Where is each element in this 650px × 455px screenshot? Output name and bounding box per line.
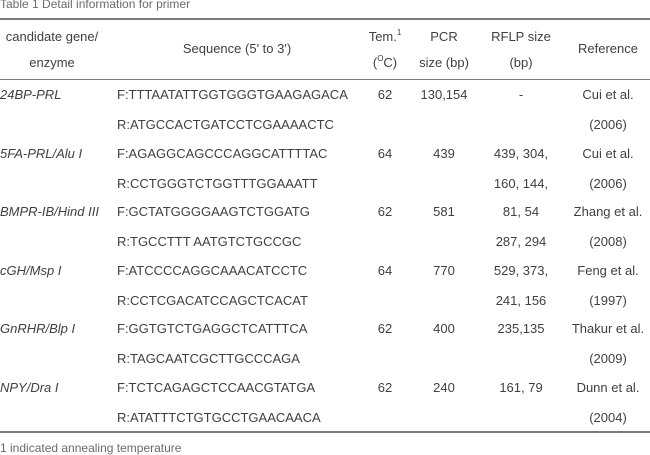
reference-line2: (2009) [589, 351, 627, 366]
top-rule [0, 18, 650, 20]
header-gene [0, 24, 104, 76]
header-sequence: Sequence (5' to 3') [182, 41, 292, 56]
pcr-size-cell: 581 [433, 204, 455, 219]
reverse-primer: R:TGCCTTT AATGTCTGCCGC [117, 234, 302, 249]
table-footnote: 1 indicated annealing temperature [0, 441, 182, 455]
reference-line2: (2004) [589, 409, 627, 425]
pcr-size-cell: 400 [433, 321, 455, 336]
header-pcr-line2: size (bp) [419, 55, 469, 70]
header-tem-text: Tem. [368, 29, 397, 44]
header-tem-open: ( [372, 55, 378, 70]
tem-cell: 62 [377, 87, 393, 102]
header-rule [0, 79, 650, 80]
gene-cell: BMPR-IB/Hind III [0, 204, 99, 219]
gene-cell: NPY/Dra I [0, 379, 59, 395]
reference-line2: (1997) [589, 292, 627, 308]
header-pcr-line1: PCR [430, 29, 458, 44]
gene-cell: GnRHR/Blp I [0, 321, 76, 336]
reverse-primer: R:ATGCCACTGATCCTCGAAAACTC [117, 117, 334, 132]
forward-primer: F:GCTATGGGGAAGTCTGGATG [117, 204, 310, 219]
header-reference: Reference [578, 41, 638, 56]
rflp-size-line1: 161, 79 [499, 379, 543, 395]
reference-line1: Cui et al. [582, 145, 634, 161]
tem-cell: 62 [377, 321, 393, 336]
reference-line2: (2006) [589, 117, 627, 132]
forward-primer: F:TTTAATATTGGTGGGTGAAGAGACA [117, 87, 348, 102]
bottom-rule [0, 431, 650, 433]
tem-cell: 62 [377, 379, 393, 395]
pcr-size-cell: 130,154 [420, 87, 468, 102]
rflp-size-line2: 241, 156 [495, 292, 547, 308]
header-tem-line1 [362, 24, 408, 50]
rflp-size-line2: 287, 294 [495, 234, 547, 249]
forward-primer: F:ATCCCCAGGCAAACATCCTC [117, 262, 308, 278]
gene-cell: 24BP-PRL [0, 87, 62, 102]
header-gene-line2: enzyme [29, 55, 75, 70]
gene-cell: cGH/Msp I [0, 262, 62, 278]
header-tem-degree: O [377, 54, 384, 63]
reference-line2: (2006) [589, 175, 627, 191]
header-rflp [480, 24, 562, 76]
header-rflp-line1: RFLP size [491, 29, 551, 44]
rflp-size-line2: 160, 144, [493, 175, 549, 191]
reverse-primer: R:TAGCAATCGCTTGCCCAGA [117, 351, 300, 366]
reverse-primer: R:CCTCGACATCCAGCTCACAT [117, 292, 308, 308]
rflp-size-line1: - [518, 87, 524, 102]
forward-primer: F:GGTGTCTGAGGCTCATTTCA [117, 321, 308, 336]
reference-line1: Cui et al. [582, 87, 634, 102]
reference-line1: Dunn et al. [576, 379, 640, 395]
header-tem [362, 24, 408, 76]
rflp-size-line1: 529, 373, [493, 262, 549, 278]
header-rflp-line2: (bp) [509, 55, 533, 70]
forward-primer: F:AGAGGCAGCCCAGGCATTTTAC [117, 145, 328, 161]
tem-cell: 62 [377, 204, 393, 219]
table-caption: Table 1 Detail information for primer [0, 0, 191, 11]
reverse-primer: R:ATATTTCTGTGCCTGAACAACA [117, 409, 321, 425]
header-tem-close: C) [383, 55, 398, 70]
pcr-size-cell: 240 [433, 379, 455, 395]
header-tem-footnote-mark: 1 [396, 28, 402, 37]
rflp-size-line1: 81, 54 [502, 204, 540, 219]
reference-line1: Feng et al. [577, 262, 639, 278]
pcr-size-cell: 770 [433, 262, 455, 278]
forward-primer: F:TCTCAGAGCTCCAACGTATGA [117, 379, 316, 395]
header-gene-line1: candidate gene/ [5, 29, 99, 44]
pcr-size-cell: 439 [433, 145, 455, 161]
reference-line2: (2008) [589, 234, 627, 249]
header-pcr [410, 24, 478, 76]
rflp-size-line1: 235,135 [497, 321, 545, 336]
reference-line1: Zhang et al. [573, 204, 643, 219]
header-tem-line2 [362, 50, 408, 76]
tem-cell: 64 [377, 262, 393, 278]
rflp-size-line1: 439, 304, [493, 145, 549, 161]
tem-cell: 64 [377, 145, 393, 161]
reverse-primer: R:CCTGGGTCTGGTTTGGAAATT [117, 175, 318, 191]
reference-line1: Thakur et al. [571, 321, 645, 336]
gene-cell: 5FA-PRL/Alu I [0, 145, 83, 161]
